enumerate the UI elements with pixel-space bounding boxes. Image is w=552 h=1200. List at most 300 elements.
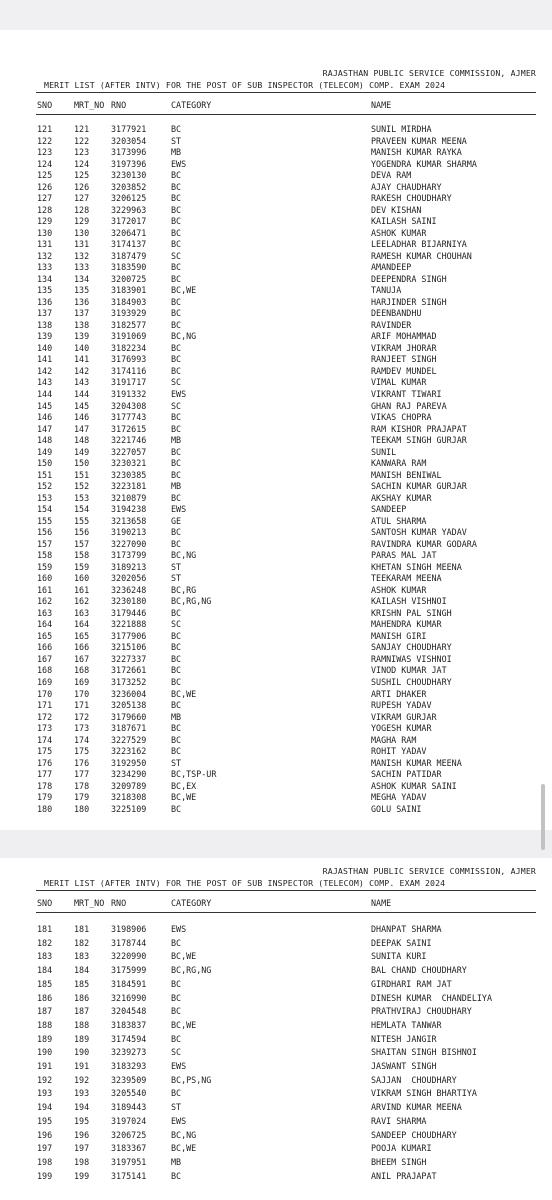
table-row: [0, 573, 552, 584]
cell-sno: 126: [37, 181, 53, 192]
cell-mrt-no: 194: [74, 1102, 90, 1113]
cell-mrt-no: 156: [74, 527, 90, 538]
cell-mrt-no: 130: [74, 227, 90, 238]
cell-rno: 3210879: [111, 492, 147, 503]
cell-name: DEEPENDRA SINGH: [371, 273, 447, 284]
cell-rno: 3206125: [111, 193, 147, 204]
cell-sno: 137: [37, 308, 53, 319]
cell-mrt-no: 140: [74, 342, 90, 353]
cell-rno: 3221888: [111, 619, 147, 630]
table-row: [0, 251, 552, 262]
cell-sno: 165: [37, 630, 53, 641]
table-row: [0, 631, 552, 642]
cell-name: MANISH KUMAR RAYKA: [371, 147, 462, 157]
cell-sno: 150: [37, 458, 53, 469]
table-row: [0, 377, 552, 388]
cell-mrt-no: 187: [74, 1006, 90, 1017]
cell-mrt-no: 168: [74, 665, 90, 676]
cell-category: SC: [171, 377, 182, 388]
cell-sno: 146: [37, 412, 53, 422]
cell-mrt-no: 163: [74, 607, 90, 618]
cell-category: BC,WE: [171, 1019, 197, 1030]
cell-rno: 3223162: [111, 746, 147, 757]
merit-list-title: MERIT LIST (AFTER INTV) FOR THE POST OF SUB INSPECTOR (TELECOM) COMP. EXAM 2024: [44, 878, 446, 888]
cell-name: ASHOK KUMAR: [371, 584, 427, 595]
cell-rno: 3197951: [111, 1156, 147, 1167]
cell-mrt-no: 145: [74, 400, 90, 411]
cell-sno: 162: [37, 596, 53, 607]
cell-rno: 3189443: [111, 1102, 147, 1113]
cell-sno: 121: [37, 124, 53, 134]
cell-sno: 131: [37, 239, 53, 250]
cell-rno: 3218308: [111, 792, 147, 803]
cell-rno: 3182234: [111, 342, 147, 353]
cell-name: KAILASH VISHNOI: [371, 596, 447, 607]
cell-category: BC: [171, 273, 182, 284]
cell-category: BC,WE: [171, 1143, 197, 1154]
cell-name: MAHENDRA KUMAR: [371, 619, 442, 630]
cell-category: BC: [171, 978, 182, 989]
table-row: [0, 1047, 552, 1058]
table-row: [0, 354, 552, 365]
cell-category: BC,EX: [171, 780, 197, 791]
cell-mrt-no: 141: [74, 354, 90, 365]
cell-name: KHETAN SINGH MEENA: [371, 561, 462, 572]
cell-name: JASWANT SINGH: [371, 1061, 437, 1071]
cell-mrt-no: 164: [74, 619, 90, 630]
cell-category: BC,WE: [171, 792, 197, 803]
cell-name: ASHOK KUMAR SAINI: [371, 780, 457, 791]
cell-category: ST: [171, 1102, 182, 1113]
cell-category: BC: [171, 170, 182, 181]
cell-name: TEEKAM SINGH GURJAR: [371, 435, 467, 445]
cell-name: SUSHIL CHOUDHARY: [371, 677, 452, 687]
cell-category: BC,WE: [171, 688, 197, 699]
cell-name: AJAY CHAUDHARY: [371, 181, 442, 192]
cell-sno: 173: [37, 723, 53, 733]
cell-sno: 191: [37, 1061, 53, 1071]
cell-category: MB: [171, 147, 182, 157]
table-row: [0, 804, 552, 815]
cell-name: ROHIT YADAV: [371, 746, 427, 757]
cell-category: BC: [171, 527, 182, 538]
table-row: [0, 1102, 552, 1113]
cell-rno: 3173799: [111, 550, 147, 561]
cell-mrt-no: 136: [74, 296, 90, 307]
cell-name: DEV KISHAN: [371, 204, 422, 215]
cell-name: RAM KISHOR PRAJAPAT: [371, 423, 467, 434]
cell-rno: 3216990: [111, 992, 147, 1003]
cell-mrt-no: 186: [74, 992, 90, 1003]
cell-category: EWS: [171, 389, 187, 399]
cell-mrt-no: 132: [74, 250, 90, 261]
cell-rno: 3174594: [111, 1033, 147, 1044]
merit-list-page-1: [0, 30, 552, 830]
table-row: [0, 746, 552, 757]
cell-mrt-no: 134: [74, 273, 90, 284]
table-row: [0, 677, 552, 688]
cell-sno: 157: [37, 538, 53, 549]
cell-mrt-no: 166: [74, 642, 90, 653]
cell-rno: 3206725: [111, 1129, 147, 1140]
cell-sno: 141: [37, 354, 53, 365]
table-row: [0, 993, 552, 1004]
cell-sno: 139: [37, 331, 53, 342]
cell-name: SHAITAN SINGH BISHNOI: [371, 1047, 477, 1058]
cell-category: BC: [171, 642, 182, 653]
cell-rno: 3230321: [111, 458, 147, 469]
cell-mrt-no: 190: [74, 1047, 90, 1058]
cell-name: KAILASH SAINI: [371, 216, 437, 227]
cell-rno: 3204308: [111, 400, 147, 411]
cell-category: BC: [171, 992, 182, 1003]
cell-category: BC: [171, 937, 182, 948]
cell-sno: 176: [37, 757, 53, 768]
cell-sno: 140: [37, 342, 53, 353]
table-row: [0, 619, 552, 630]
cell-sno: 175: [37, 746, 53, 757]
cell-sno: 199: [37, 1170, 53, 1181]
cell-category: EWS: [171, 1115, 187, 1126]
cell-category: BC: [171, 653, 182, 664]
cell-rno: 3177743: [111, 412, 147, 422]
cell-mrt-no: 159: [74, 561, 90, 572]
table-row: [0, 700, 552, 711]
cell-category: BC: [171, 700, 182, 710]
cell-sno: 170: [37, 688, 53, 699]
cell-sno: 198: [37, 1156, 53, 1167]
table-row: [0, 792, 552, 803]
cell-name: RAMESH KUMAR CHOUHAN: [371, 250, 472, 261]
cell-name: GHAN RAJ PAREVA: [371, 400, 447, 411]
cell-name: ARIF MOHAMMAD: [371, 331, 437, 342]
table-row: [0, 735, 552, 746]
table-row: [0, 1130, 552, 1141]
table-row: [0, 458, 552, 469]
cell-category: BC: [171, 492, 182, 503]
cell-name: KANWARA RAM: [371, 458, 427, 469]
cell-mrt-no: 150: [74, 458, 90, 469]
table-row: [0, 938, 552, 949]
scrollbar-thumb[interactable]: [541, 784, 545, 850]
cell-sno: 151: [37, 469, 53, 480]
table-row: [0, 965, 552, 976]
cell-name: MANISH GIRI: [371, 630, 427, 641]
cell-rno: 3177921: [111, 124, 147, 134]
cell-rno: 3209789: [111, 780, 147, 791]
cell-rno: 3172615: [111, 423, 147, 434]
cell-name: YOGENDRA KUMAR SHARMA: [371, 158, 477, 169]
table-row: [0, 1157, 552, 1168]
page-separator: [0, 830, 552, 858]
cell-sno: 128: [37, 204, 53, 215]
table-row: [0, 527, 552, 538]
table-row: [0, 205, 552, 216]
cell-name: DINESH KUMAR CHANDELIYA: [371, 992, 493, 1003]
cell-name: VIKRAM SINGH BHARTIYA: [371, 1088, 477, 1099]
cell-rno: 3173996: [111, 147, 147, 157]
table-row: [0, 689, 552, 700]
cell-name: SACHIN KUMAR GURJAR: [371, 481, 467, 492]
cell-rno: 3172661: [111, 665, 147, 676]
cell-sno: 190: [37, 1047, 53, 1058]
cell-name: VIKRANT TIWARI: [371, 389, 442, 399]
cell-category: SC: [171, 1047, 182, 1058]
cell-name: VIMAL KUMAR: [371, 377, 427, 388]
cell-rno: 3198906: [111, 924, 147, 934]
cell-category: SC: [171, 250, 182, 261]
table-row: [0, 124, 552, 135]
cell-category: BC,RG: [171, 584, 197, 595]
cell-mrt-no: 169: [74, 677, 90, 687]
cell-mrt-no: 161: [74, 584, 90, 595]
cell-category: ST: [171, 135, 182, 146]
cell-category: MB: [171, 711, 182, 722]
cell-sno: 192: [37, 1074, 53, 1085]
cell-mrt-no: 183: [74, 951, 90, 962]
cell-mrt-no: 173: [74, 723, 90, 733]
cell-sno: 133: [37, 262, 53, 273]
cell-mrt-no: 143: [74, 377, 90, 388]
cell-mrt-no: 153: [74, 492, 90, 503]
cell-name: PARAS MAL JAT: [371, 550, 437, 561]
cell-rno: 3177906: [111, 630, 147, 641]
cell-name: ANIL PRAJAPAT: [371, 1170, 437, 1181]
cell-rno: 3227529: [111, 734, 147, 745]
cell-mrt-no: 181: [74, 924, 90, 934]
cell-category: BC: [171, 677, 182, 687]
cell-rno: 3197024: [111, 1115, 147, 1126]
table-row: [0, 493, 552, 504]
cell-name: RAVINDRA KUMAR GODARA: [371, 538, 477, 549]
cell-name: PRATHVIRAJ CHOUDHARY: [371, 1006, 472, 1017]
cell-mrt-no: 127: [74, 193, 90, 204]
cell-sno: 154: [37, 504, 53, 515]
cell-mrt-no: 160: [74, 573, 90, 584]
cell-mrt-no: 179: [74, 792, 90, 803]
table-row: [0, 159, 552, 170]
table-row: [0, 769, 552, 780]
cell-sno: 152: [37, 481, 53, 492]
cell-rno: 3179446: [111, 607, 147, 618]
cell-mrt-no: 147: [74, 423, 90, 434]
cell-name: POOJA KUMARI: [371, 1143, 432, 1154]
column-header-row: [0, 100, 552, 111]
cell-rno: 3205540: [111, 1088, 147, 1099]
cell-mrt-no: 148: [74, 435, 90, 445]
cell-rno: 3192950: [111, 757, 147, 768]
cell-sno: 135: [37, 285, 53, 296]
cell-rno: 3176993: [111, 354, 147, 365]
cell-category: MB: [171, 435, 182, 445]
cell-name: SANDEEP CHOUDHARY: [371, 1129, 457, 1140]
cell-category: BC: [171, 746, 182, 757]
cell-name: RAMDEV MUNDEL: [371, 365, 437, 376]
cell-rno: 3190213: [111, 527, 147, 538]
cell-mrt-no: 152: [74, 481, 90, 492]
cell-category: BC: [171, 607, 182, 618]
cell-category: BC,WE: [171, 951, 197, 962]
cell-sno: 167: [37, 653, 53, 664]
cell-sno: 136: [37, 296, 53, 307]
table-row: [0, 308, 552, 319]
cell-sno: 168: [37, 665, 53, 676]
cell-rno: 3189213: [111, 561, 147, 572]
table-row: [0, 642, 552, 653]
cell-rno: 3236004: [111, 688, 147, 699]
cell-sno: 130: [37, 227, 53, 238]
cell-sno: 159: [37, 561, 53, 572]
cell-rno: 3202056: [111, 573, 147, 584]
cell-category: BC: [171, 1088, 182, 1099]
cell-category: BC: [171, 262, 182, 273]
cell-rno: 3187479: [111, 250, 147, 261]
cell-rno: 3182577: [111, 319, 147, 330]
cell-name: SANDEEP: [371, 504, 407, 515]
cell-mrt-no: 185: [74, 978, 90, 989]
cell-name: ATUL SHARMA: [371, 515, 427, 526]
table-row: [0, 147, 552, 158]
cell-category: BC: [171, 723, 182, 733]
cell-category: GE: [171, 515, 182, 526]
cell-category: ST: [171, 561, 182, 572]
cell-sno: 185: [37, 978, 53, 989]
cell-rno: 3203852: [111, 181, 147, 192]
cell-rno: 3194238: [111, 504, 147, 515]
cell-mrt-no: 135: [74, 285, 90, 296]
cell-mrt-no: 176: [74, 757, 90, 768]
cell-mrt-no: 155: [74, 515, 90, 526]
table-row: [0, 216, 552, 227]
cell-mrt-no: 171: [74, 700, 90, 710]
table-row: [0, 1171, 552, 1182]
header-rule-top: [36, 92, 536, 93]
cell-category: BC: [171, 354, 182, 365]
cell-sno: 149: [37, 446, 53, 457]
cell-rno: 3229963: [111, 204, 147, 215]
cell-rno: 3221746: [111, 435, 147, 445]
table-row: [0, 979, 552, 990]
cell-sno: 189: [37, 1033, 53, 1044]
table-row: [0, 654, 552, 665]
cell-sno: 182: [37, 937, 53, 948]
table-row: [0, 1020, 552, 1031]
cell-sno: 122: [37, 135, 53, 146]
column-header-row: [0, 898, 552, 909]
cell-mrt-no: 129: [74, 216, 90, 227]
cell-sno: 144: [37, 389, 53, 399]
cell-name: YOGESH KUMAR: [371, 723, 432, 733]
table-row: [0, 1061, 552, 1072]
table-row: [0, 504, 552, 515]
cell-category: BC: [171, 124, 182, 134]
cell-sno: 187: [37, 1006, 53, 1017]
cell-name: DHANPAT SHARMA: [371, 924, 442, 934]
cell-category: SC: [171, 619, 182, 630]
cell-mrt-no: 128: [74, 204, 90, 215]
table-row: [0, 562, 552, 573]
cell-name: VINOD KUMAR JAT: [371, 665, 447, 676]
table-row: [0, 758, 552, 769]
cell-category: BC: [171, 734, 182, 745]
cell-category: ST: [171, 573, 182, 584]
cell-category: BC: [171, 216, 182, 227]
cell-rno: 3227057: [111, 446, 147, 457]
cell-category: BC: [171, 227, 182, 238]
cell-category: BC: [171, 446, 182, 457]
cell-mrt-no: 131: [74, 239, 90, 250]
cell-sno: 197: [37, 1143, 53, 1154]
cell-mrt-no: 125: [74, 170, 90, 181]
cell-name: RAKESH CHOUDHARY: [371, 193, 452, 204]
cell-mrt-no: 146: [74, 412, 90, 422]
cell-category: BC: [171, 319, 182, 330]
table-row: [0, 924, 552, 935]
table-row: [0, 712, 552, 723]
cell-mrt-no: 137: [74, 308, 90, 319]
cell-rno: 3175999: [111, 965, 147, 976]
column-header-sno: SNO: [37, 898, 53, 908]
cell-name: RAMNIWAS VISHNOI: [371, 653, 452, 664]
cell-category: BC,NG: [171, 1129, 197, 1140]
cell-mrt-no: 172: [74, 711, 90, 722]
cell-rno: 3203054: [111, 135, 147, 146]
cell-name: VIKRAM JHORAR: [371, 342, 437, 353]
cell-sno: 178: [37, 780, 53, 791]
cell-category: BC: [171, 296, 182, 307]
cell-category: BC: [171, 308, 182, 319]
cell-mrt-no: 195: [74, 1115, 90, 1126]
cell-name: GOLU SAINI: [371, 803, 422, 814]
cell-name: NITESH JANGIR: [371, 1033, 437, 1044]
cell-rno: 3183837: [111, 1019, 147, 1030]
cell-sno: 166: [37, 642, 53, 653]
cell-mrt-no: 133: [74, 262, 90, 273]
cell-name: MANISH BENIWAL: [371, 469, 442, 480]
cell-category: BC,TSP-UR: [171, 769, 217, 780]
cell-mrt-no: 170: [74, 688, 90, 699]
column-header-mrt-no: MRT_NO: [74, 898, 105, 908]
cell-mrt-no: 182: [74, 937, 90, 948]
cell-rno: 3187671: [111, 723, 147, 733]
cell-sno: 156: [37, 527, 53, 538]
cell-name: AMANDEEP: [371, 262, 412, 273]
cell-mrt-no: 197: [74, 1143, 90, 1154]
cell-sno: 183: [37, 951, 53, 962]
cell-category: EWS: [171, 158, 187, 169]
cell-category: BC: [171, 193, 182, 204]
cell-rno: 3239509: [111, 1074, 147, 1085]
cell-category: BC: [171, 1006, 182, 1017]
cell-rno: 3206471: [111, 227, 147, 238]
cell-sno: 125: [37, 170, 53, 181]
cell-rno: 3230130: [111, 170, 147, 181]
cell-name: AKSHAY KUMAR: [371, 492, 432, 503]
cell-category: BC,WE: [171, 285, 197, 296]
cell-mrt-no: 174: [74, 734, 90, 745]
cell-sno: 172: [37, 711, 53, 722]
cell-category: BC: [171, 342, 182, 353]
table-row: [0, 516, 552, 527]
cell-rno: 3227337: [111, 653, 147, 664]
cell-rno: 3184591: [111, 978, 147, 989]
cell-rno: 3183293: [111, 1061, 147, 1071]
cell-sno: 124: [37, 158, 53, 169]
cell-category: BC: [171, 1170, 182, 1181]
cell-name: MANISH KUMAR MEENA: [371, 757, 462, 768]
cell-sno: 181: [37, 924, 53, 934]
merit-list-page-2: [0, 858, 552, 1200]
